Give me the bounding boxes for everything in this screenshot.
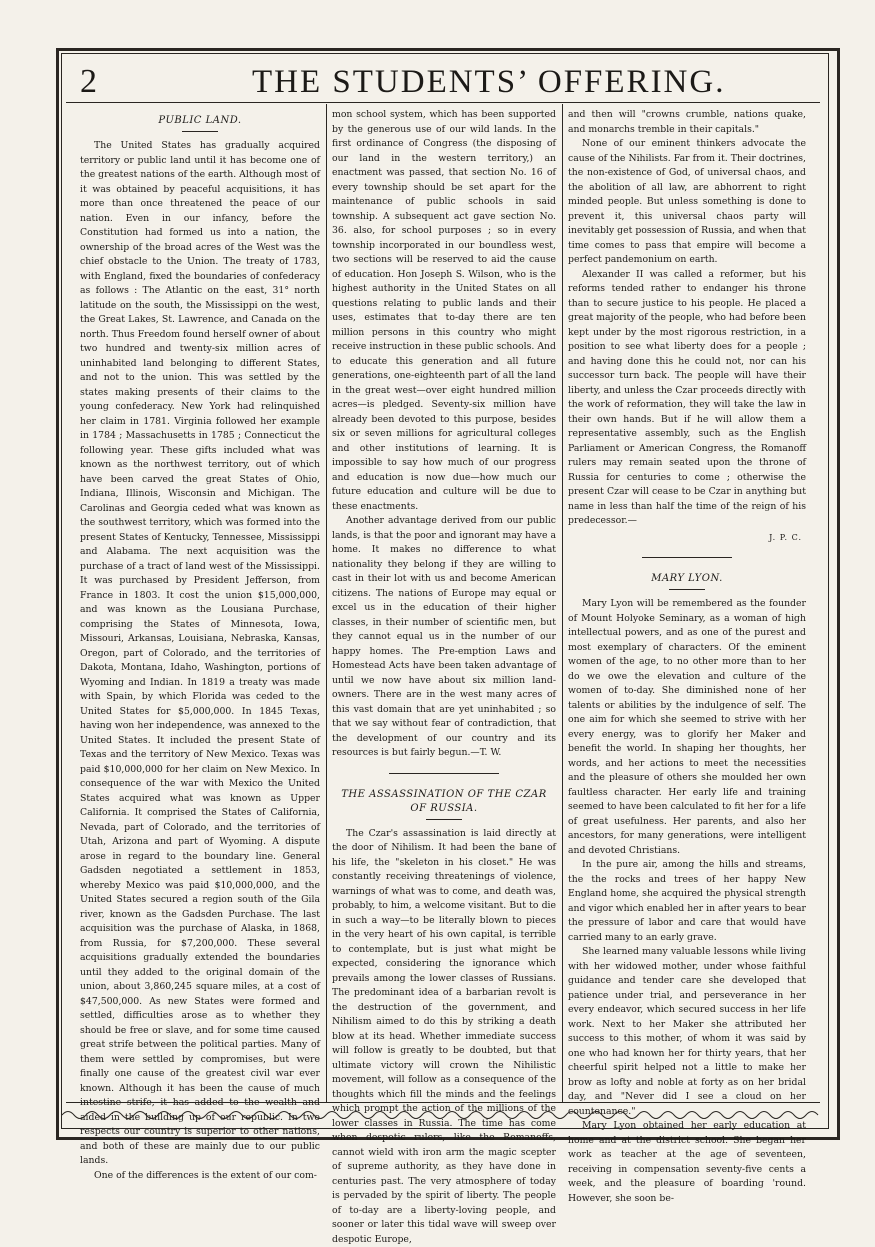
page-number: 2 [80, 62, 97, 102]
article-paragraph: Mary Lyon obtained her early education at home and at the district school. She began her work as teacher at the age of seventeen, receiving in compensation seventy-five cents a week, and the pleasure of boarding 'round. However, she soon be- [568, 1119, 806, 1206]
author-signature: J. P. C. [568, 531, 802, 546]
masthead [62, 60, 822, 102]
masthead-rule [66, 102, 820, 103]
article-paragraph: and then will "crowns crumble, nations quake, and monarchs tremble in their capitals." [568, 108, 806, 137]
footer-rule [66, 1102, 820, 1103]
article-paragraph: Another advantage derived from our public lands, is that the poor and ignorant may have a home. It makes no difference to what nationality they belong if they are willing to cast in their lot with us and become American citizens. The nations of Europe may equal or excel us in the education of their higher classes, in their number of scientific men, but they cannot equal us in the number of our happy homes. The Pre-emption Laws and Homestead Acts have been taken advantage of until we now have about six million land-owners. There are in the west many acres of this vast domain that are yet uninhabited ; so that we say without fear of contradiction, that the development of our country and its resources is but fairly begun.—T. W. [332, 514, 556, 761]
article-title-assassination-line2: OF RUSSIA. [332, 802, 556, 816]
article-paragraph: The Czar's assassination is laid directly at the door of Nihilism. It had been the bane of his life, the "skeleton in his closet." He was constantly receiving threatenings of violence, warnings of what was to come, and death was, probably, to him, a welcome visitant. But to die in such a way—to be literally blown to pieces in the very heart of his own capital, is terrible to contemplate, but is just what might be expected, considering the ignorance which prevails among the lower classes of Russians. The predominant idea of a barbarian revolt is the destruction of the government, and Nihilism aimed to do this by striking a death blow at its head. Whether immediate success will follow is greatly to be doubted, but that ultimate victory will crown the Nihilistic movement, will follow as a consequence of the thoughts which fill the minds and the feelings which prompt the action of the millions of the lower classes in Russia. The time has come when despotic rulers, like the Romanoffs, cannot wield with iron arm the magic scepter of supreme authority, as they have done in centuries past. The very atmosphere of today is pervaded by the spirit of liberty. The people of to-day are a liberty-loving people, and sooner or later this tidal wave will sweep over despotic Europe, [332, 827, 556, 1247]
article-separator [389, 773, 499, 774]
column-2 [332, 108, 556, 1098]
article-paragraph: Mary Lyon will be remembered as the founder of Mount Holyoke Seminary, as a woman of high intellectual powers, and as one of the purest and most exemplary of characters. Of the eminent women of the age, to no other more than to her do we owe the elevation and culture of the women of to-day. She diminished none of her talents or abilities by the indulgence of self. The one aim for which she seemed to strive with her every energy, was to glorify her Maker and benefit the world. In shaping her thoughts, her words, and her actions to meet the necessities and the pleasure of others she moulded her own faultless character. Her early life and training seemed to have been calculated to fit her for a life of great usefulness. Her parents, and also her ancestors, for many generations, were intelligent and devoted Christians. [568, 597, 806, 858]
article-paragraph: mon school system, which has been supported by the generous use of our wild lands. In the first ordinance of Congress (the disposing of our land in the western territory,) an enactment was passed, that section No. 16 of every township should be set apart for the maintenance of public schools in said township. A subsequent act gave section No. 36. also, for school purposes ; so in every township incorporated in our boundless west, two sections will be reserved to aid the cause of education. Hon Joseph S. Wilson, who is the highest authority in the United States on all questions relating to public lands and their uses, estimates that to-day there are ten million persons in this country who might receive instruction in these public schools. And to educate this generation and all future generations, one-eighteenth part of all the land in the great west—over eight hundred million acres—is pledged. Seventy-six million have already been devoted to this purpose, besides six or seven millions for agricultural colleges and other institutions of learning. It is impossible to say how much of our progress and education is now due—how much our future education and culture will be due to these enactments. [332, 108, 556, 514]
column-3 [568, 108, 806, 1098]
column-divider [562, 104, 563, 1102]
article-separator [642, 557, 732, 558]
article-paragraph: One of the differences is the extent of our com- [80, 1169, 320, 1184]
article-paragraph: The United States has gradually acquired territory or public land until it has become one of the greatest nations of the earth. Although most of it was obtained by peaceful acquisitions, it has more than once threatened the peace of our nation. Even in our infancy, before the Constitution had formed us into a nation, the ownership of the broad acres of the West was the chief obstacle to the Union. The treaty of 1783, with England, fixed the boundaries of confederacy as follows : The Atlantic on the east, 31° north latitude on the south, the Mississippi on the west, the Great Lakes, St. Lawrence, and Canada on the north. Thus Freedom found herself owner of about two hundred and twenty-six million acres of uninhabited land belonging to different States, and not to the union. This was settled by the states making presents of their claims to the young confederacy. New York had relinquished her claim in 1781. Virginia followed her example in 1784 ; Massachusetts in 1785 ; Connecticut the following year. These gifts included what was known as the northwest territory, out of which have been carved the great States of Ohio, Indiana, Illinois, Wisconsin and Michigan. The Carolinas and Georgia ceded what was known as the southwest territory, which was formed into the present States of Kentucky, Tennessee, Mississippi and Alabama. The next acquisition was the purchase of a tract of land west of the Mississippi. It was purchased by President Jefferson, from France in 1803. It cost the union $15,000,000, and was known as the Lousiana Purchase, comprising the States of Minnesota, Iowa, Missouri, Arkansas, Louisiana, Nebraska, Kansas, Oregon, part of Colorado, and the territories of Dakota, Montana, Idaho, Washington, portions of Wyoming and Indian. In 1819 a treaty was made with Spain, by which Florida was ceded to the United States for $5,000,000. In 1845 Texas, having won her independence, was annexed to the United States. It included the present State of Texas and the territory of New Mexico. Texas was paid $10,000,000 for her claim on New Mexico. In consequence of the war with Mexico the United States acquired what was known as Upper California. It comprised the States of California, Nevada, part of Colorado, and the territories of Utah, Arizona and part of Wyoming. A dispute arose in regard to the boundary line. General Gadsden negotiated a settlement in 1853, whereby Mexico was paid $10,000,000, and the United States secured a region south of the Gila river, known as the Gadsden Purchase. The last acquisition was the purchase of Alaska, in 1868, from Russia, for $7,200,000. These several acquisitions gradually extended the boundaries until they added to the original domain of the union, about 3,860,245 square miles, at a cost of $47,500,000. As new States were formed and settled, difficulties arose as to whether they should be free or slave, and for some time caused great strife between the political parties. Many of them were settled by compromises, but were finally one cause of the greatest civil war ever known. Although it has been the cause of much intestine strife, it has added to the wealth and aided in the building up of our republic. In two respects our country is superior to other nations, and both of these are mainly due to our public lands. [80, 139, 320, 1169]
journal-title: THE STUDENTS’ OFFERING. [252, 62, 725, 102]
title-rule [669, 589, 705, 590]
decorative-border-squiggle [62, 1106, 824, 1124]
title-rule [426, 819, 462, 820]
title-rule [182, 131, 218, 132]
column-1 [80, 108, 320, 1098]
article-paragraph: In the pure air, among the hills and streams, the the rocks and trees of her happy New England home, she acquired the physical strength and vigor which enabled her in after years to bear the pressure of labor and care that would have carried many to an early grave. [568, 858, 806, 945]
article-title-mary-lyon: MARY LYON. [568, 572, 806, 586]
article-title-assassination: THE ASSASSINATION OF THE CZAR [332, 788, 556, 802]
article-paragraph: None of our eminent thinkers advocate the cause of the Nihilists. Far from it. Their doctrines, the non-existence of God, of universal chaos, and the abolition of all law, are abhorrent to right minded people. But unless something is done to prevent it, this universal chaos party will inevitably get possession of Russia, and when that time comes to pass that empire will become a perfect pandemonium on earth. [568, 137, 806, 268]
article-paragraph: Alexander II was called a reformer, but his reforms tended rather to endanger his throne than to secure justice to his people. He placed a great majority of the people, who had before been kept under by the most rigorous restriction, in a position to see what liberty does for a people ; and having done this he could not, nor can his successor turn back. The people will have their liberty, and unless the Czar proceeds directly with the work of reformation, they will take the law in their own hands. But if he will allow them a representative assembly, such as the English Parliament or American Congress, the Romanoff rulers may remain seated upon the throne of Russia for centuries to come ; otherwise the present Czar will cease to be Czar in anything but name in less than half the time of the reign of his predecessor.— [568, 268, 806, 529]
column-divider [326, 104, 327, 1102]
article-title-public-land: PUBLIC LAND. [80, 114, 320, 128]
article-paragraph: She learned many valuable lessons while living with her widowed mother, under whose faithful guidance and tender care she developed that patience under trial, and perseverance in her every endeavor, which secured success in her life work. Next to her Maker she attributed her success to this mother, of whom it was said by one who had known her for thirty years, that her cheerful spirit helped not a little to make her brow as lofty and noble at forty as on her bridal day, and "Never did I see a cloud on her countenance." [568, 945, 806, 1119]
